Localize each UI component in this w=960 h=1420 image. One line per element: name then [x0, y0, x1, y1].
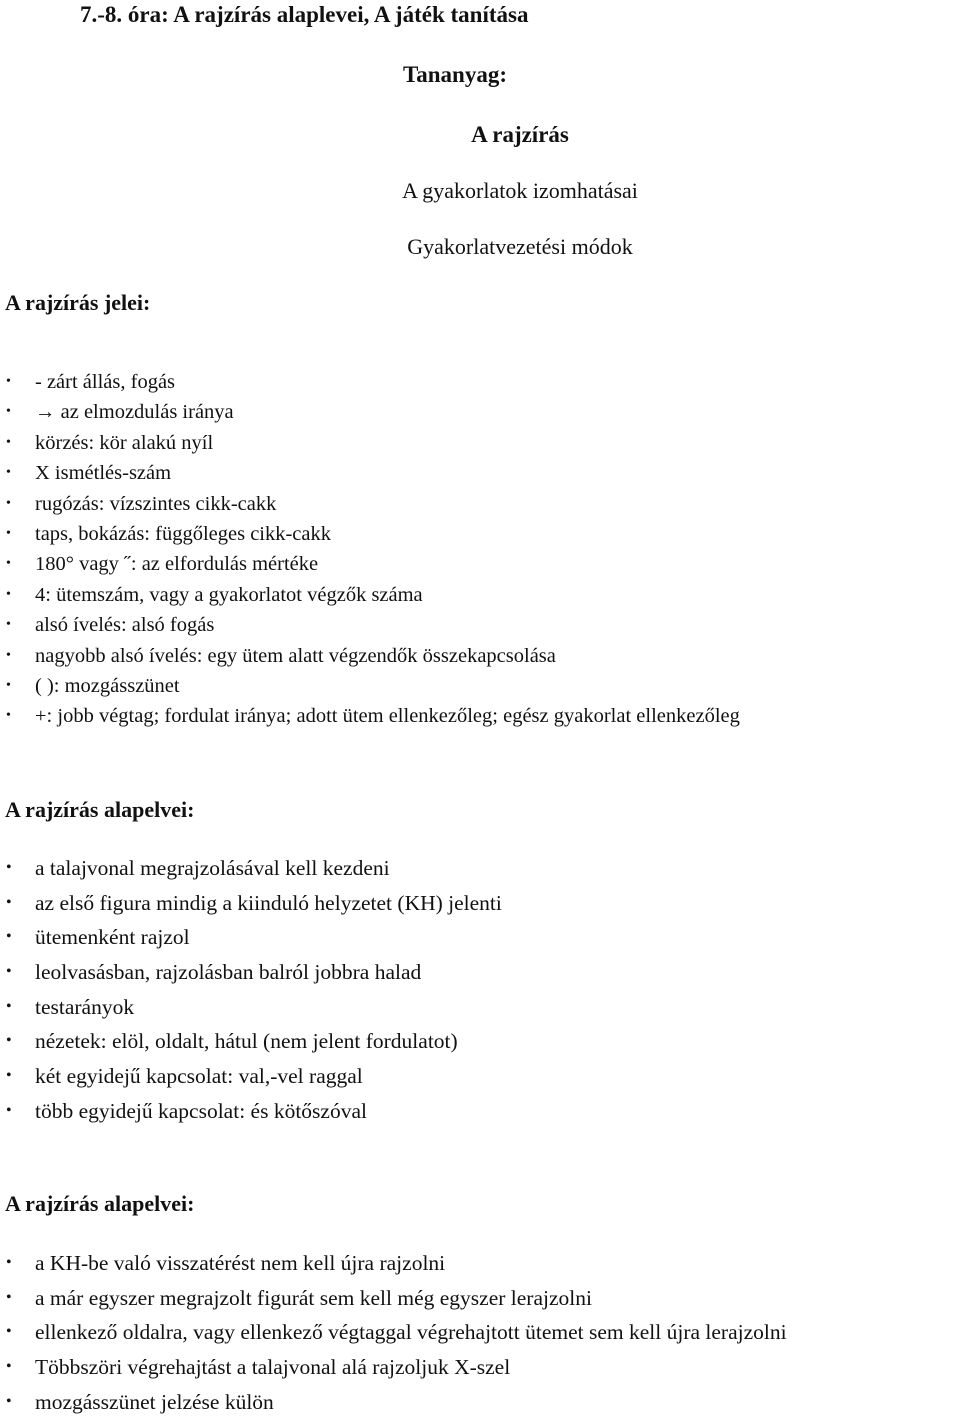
bullet-icon: •	[6, 404, 11, 420]
list-item: • 4: ütemszám, vagy a gyakorlatot végzők száma	[0, 580, 740, 610]
bullet-icon: •	[6, 1067, 12, 1085]
bullet-icon: •	[6, 1288, 12, 1306]
list-item: • két egyidejű kapcsolat: val,-vel raggal	[0, 1059, 502, 1094]
bullet-icon: •	[6, 928, 12, 946]
list-item: • a KH-be való visszatérést nem kell újra rajzolni	[0, 1246, 787, 1281]
list-item: • nézetek: elöl, oldalt, hátul (nem jelent fordulatot)	[0, 1024, 502, 1059]
topic-item: Gyakorlatvezetési módok	[407, 234, 633, 259]
bullet-icon: •	[6, 1032, 12, 1050]
bullet-icon: •	[6, 893, 12, 911]
list-item: • a már egyszer megrajzolt figurát sem kell még egyszer lerajzolni	[0, 1281, 787, 1316]
bullet-icon: •	[6, 963, 12, 981]
list-item: • taps, bokázás: függőleges cikk-cakk	[0, 519, 740, 549]
list-item: • - zárt állás, fogás	[0, 367, 740, 397]
list-item: • → az elmozdulás iránya	[0, 397, 740, 427]
bullet-icon: •	[6, 374, 11, 389]
bullet-icon: •	[6, 556, 11, 572]
bullet-icon: •	[6, 525, 11, 541]
list-item: • testarányok	[0, 990, 502, 1025]
page-title: 7.-8. óra: A rajzírás alaplevei, A játék tanítása	[80, 2, 529, 27]
tananyag-heading: Tananyag:	[403, 62, 507, 87]
list-item: • +: jobb végtag; fordulat iránya; adott ütem ellenkezőleg; egész gyakorlat ellenkezőleg	[0, 701, 740, 731]
bullet-icon: •	[6, 1101, 12, 1119]
bullet-icon: •	[6, 1323, 12, 1341]
topic-item: A gyakorlatok izomhatásai	[402, 178, 638, 203]
list-item: • ( ): mozgásszünet	[0, 671, 740, 701]
bullet-icon: •	[6, 1392, 12, 1410]
list-item: • a talajvonal megrajzolásával kell kezdeni	[0, 851, 502, 886]
bullet-icon: •	[6, 465, 11, 481]
list-item: • ütemenként rajzol	[0, 920, 502, 955]
bullet-icon: •	[6, 495, 11, 511]
list-item: • körzés: kör alakú nyíl	[0, 428, 740, 458]
topic-item: A rajzírás	[471, 122, 569, 147]
bullet-icon: •	[6, 434, 11, 450]
list-item: • nagyobb alsó ívelés: egy ütem alatt végzendők összekapcsolása	[0, 641, 740, 671]
bullet-icon: •	[6, 708, 11, 724]
bullet-icon: •	[6, 677, 11, 693]
bullet-icon: •	[6, 617, 11, 633]
list-item: • alsó ívelés: alsó fogás	[0, 610, 740, 640]
section-heading-alapelvei-1: A rajzírás alapelvei:	[5, 797, 195, 822]
bullet-icon: •	[6, 1254, 12, 1271]
list-item: • ellenkező oldalra, vagy ellenkező végtaggal végrehajtott ütemet sem kell újra lerajzolni	[0, 1315, 787, 1350]
list-item: • több egyidejű kapcsolat: és kötőszóval	[0, 1094, 502, 1129]
section-heading-alapelvei-2: A rajzírás alapelvei:	[5, 1191, 195, 1216]
alapelvei-list-2	[0, 1246, 787, 1419]
list-item: • Többszöri végrehajtást a talajvonal alá rajzoljuk X-szel	[0, 1350, 787, 1385]
list-item: • mozgásszünet jelzése külön	[0, 1385, 787, 1420]
list-item: • leolvasásban, rajzolásban balról jobbra halad	[0, 955, 502, 990]
section-heading-jelei: A rajzírás jelei:	[5, 290, 151, 315]
list-item: • rugózás: vízszintes cikk-cakk	[0, 489, 740, 519]
jelei-list	[0, 367, 740, 732]
list-item: • 180° vagy ˝: az elfordulás mértéke	[0, 549, 740, 579]
alapelvei-list-1	[0, 851, 502, 1129]
bullet-icon: •	[6, 1358, 12, 1376]
list-item: • az első figura mindig a kiinduló helyzetet (KH) jelenti	[0, 886, 502, 921]
bullet-icon: •	[6, 859, 12, 876]
bullet-icon: •	[6, 586, 11, 602]
bullet-icon: •	[6, 647, 11, 663]
list-item: • X ismétlés-szám	[0, 458, 740, 488]
bullet-icon: •	[6, 997, 12, 1015]
